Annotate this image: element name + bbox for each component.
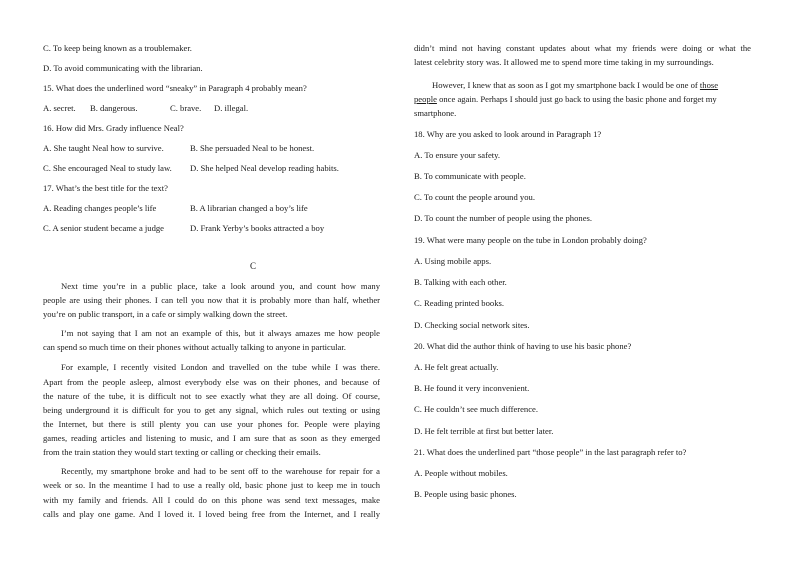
passage-line: latest celebrity story was. It allowed me to spend more time taking in my surroundings. — [414, 57, 714, 67]
q20-option-d: D. He felt terrible at first but better later. — [414, 426, 554, 436]
q19-option-c: C. Reading printed books. — [414, 298, 504, 308]
q15-option-b: B. dangerous. — [90, 103, 138, 113]
q20-option-a: A. He felt great actually. — [414, 362, 499, 372]
passage-line: being underground it is difficult for you to get any signal, which rules out texting or using — [43, 405, 380, 415]
q15-option-d: D. illegal. — [214, 103, 249, 113]
q17-option-c: C. A senior student became a judge — [43, 223, 164, 233]
q16-stem: 16. How did Mrs. Grady influence Neal? — [43, 123, 184, 133]
q15-option-c: C. brave. — [170, 103, 202, 113]
q19-option-b: B. Talking with each other. — [414, 277, 507, 287]
q16-option-d: D. She helped Neal develop reading habits. — [190, 163, 339, 173]
q15-stem: 15. What does the underlined word “sneaky” in Paragraph 4 probably mean? — [43, 83, 307, 93]
passage-line: Next time you’re in a public place, take a look around you, and count how many — [61, 281, 380, 291]
passage-line: can spend so much time on their phones without actually talking to anyone in particular. — [43, 342, 346, 352]
passage-line: For example, I recently visited London and travelled on the tube while I was there. — [61, 362, 380, 372]
passage-text: However, I knew that as soon as I got my smartphone back I would be one of — [432, 80, 698, 90]
q16-option-c: C. She encouraged Neal to study law. — [43, 163, 172, 173]
passage-line — [414, 94, 717, 105]
passage-line: with my family and friends. All I could do on this phone was send text messages, make — [43, 495, 380, 505]
q18-stem: 18. Why are you asked to look around in Paragraph 1? — [414, 129, 602, 139]
passage-text: once again. Perhaps I should just go back to using the basic phone and forget my — [439, 94, 717, 104]
section-heading-c: C — [250, 261, 257, 271]
passage-line: week or so. In the meantime I had to use a really old, basic phone just to keep me in touch — [43, 480, 380, 490]
q20-stem: 20. What did the author think of having to use his basic phone? — [414, 341, 632, 351]
underlined-people: people — [414, 94, 437, 104]
passage-line: Apart from the people asleep, almost everybody else was on their phones, and because of — [43, 377, 380, 387]
q17-option-a: A. Reading changes people’s life — [43, 203, 157, 213]
q16-option-b: B. She persuaded Neal to be honest. — [190, 143, 315, 153]
q17-stem: 17. What’s the best title for the text? — [43, 183, 168, 193]
q18-option-d: D. To count the number of people using the phones. — [414, 213, 593, 223]
q19-option-a: A. Using mobile apps. — [414, 256, 492, 266]
q21-stem: 21. What does the underlined part “those people” in the last paragraph refer to? — [414, 447, 687, 457]
passage-line: the nature of the tube, it is difficult not to see exactly what they are all doing. Of course, — [43, 391, 380, 401]
passage-line: the Internet, but there is still plenty you can use your phones for. People were playing — [43, 419, 380, 429]
passage-line: I’m not saying that I am not an example of this, but it always amazes me how people — [61, 328, 380, 338]
q15-option-a: A. secret. — [43, 103, 76, 113]
q18-option-b: B. To communicate with people. — [414, 171, 526, 181]
q19-option-d: D. Checking social network sites. — [414, 320, 530, 330]
q20-option-c: C. He couldn’t see much difference. — [414, 404, 539, 414]
q19-stem: 19. What were many people on the tube in London probably doing? — [414, 235, 647, 245]
q18-option-a: A. To ensure your safety. — [414, 150, 501, 160]
q18-option-c: C. To count the people around you. — [414, 192, 535, 202]
q14-option-c: C. To keep being known as a troublemaker. — [43, 43, 192, 53]
underlined-those: those — [699, 80, 719, 90]
passage-line: smartphone. — [414, 108, 457, 118]
q21-option-b: B. People using basic phones. — [414, 489, 517, 499]
passage-line: you’re on public transport, in a cafe or simply walking down the street. — [43, 309, 288, 319]
q14-option-d: D. To avoid communicating with the librarian. — [43, 63, 203, 73]
q21-option-a: A. People without mobiles. — [414, 468, 508, 478]
q17-option-b: B. A librarian changed a boy’s life — [190, 203, 308, 213]
q16-option-a: A. She taught Neal how to survive. — [43, 143, 164, 153]
passage-line — [432, 80, 718, 91]
q20-option-b: B. He found it very inconvenient. — [414, 383, 530, 393]
passage-line: people are using their phones. I can tell you now that it is probably more than half, whether — [43, 295, 380, 305]
passage-line: Recently, my smartphone broke and had to be sent off to the warehouse for repair for a — [61, 466, 380, 476]
q17-option-d: D. Frank Yerby’s books attracted a boy — [190, 223, 325, 233]
passage-line: from the train station they would start texting or calling or checking their emails. — [43, 447, 321, 457]
passage-line: games, reading articles and listening to music, and I am sure that as soon as they emerged — [43, 433, 380, 443]
passage-line: didn’t mind not having constant updates about what my friends were doing or what the — [414, 43, 751, 53]
passage-line: calls and play one game. And I loved it. I loved being free from the Internet, and I really — [43, 509, 380, 519]
